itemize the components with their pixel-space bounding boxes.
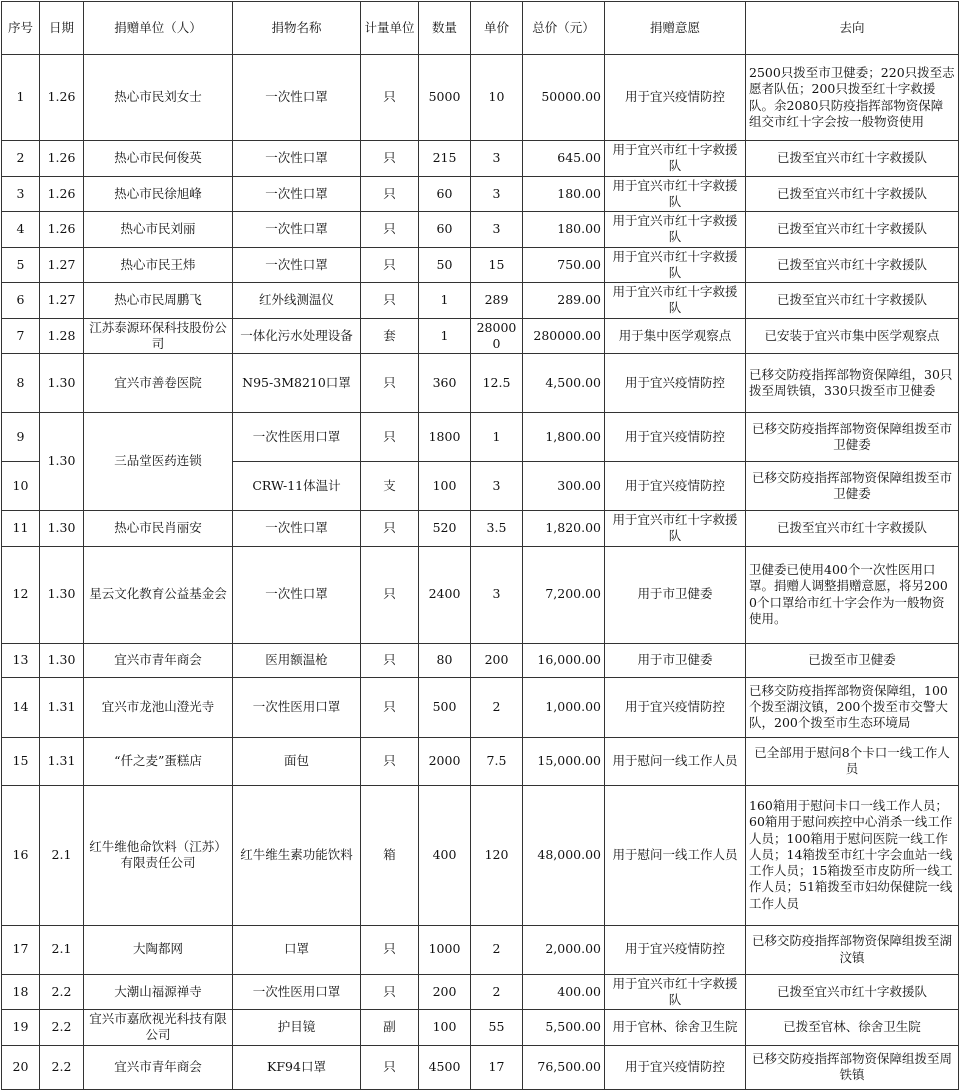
header-unit: 计量单位 bbox=[361, 2, 419, 55]
header-row bbox=[2, 2, 959, 55]
cell-price: 3.5 bbox=[471, 511, 523, 547]
cell-total: 5,500.00 bbox=[523, 1010, 605, 1046]
table-row bbox=[2, 546, 959, 643]
cell-unit: 只 bbox=[361, 176, 419, 212]
cell-dest: 已全部用于慰问8个卡口一线工作人员 bbox=[746, 737, 959, 785]
cell-item: 护目镜 bbox=[233, 1010, 361, 1046]
cell-qty: 1000 bbox=[419, 925, 471, 974]
cell-seq: 17 bbox=[2, 925, 40, 974]
cell-date: 1.27 bbox=[40, 247, 84, 283]
cell-intent: 用于宜兴疫情防控 bbox=[605, 677, 746, 737]
cell-donor: 热心市民何俊英 bbox=[84, 141, 233, 177]
cell-seq: 20 bbox=[2, 1045, 40, 1089]
cell-total: 1,000.00 bbox=[523, 677, 605, 737]
cell-price: 3 bbox=[471, 462, 523, 511]
cell-total: 1,820.00 bbox=[523, 511, 605, 547]
cell-unit: 箱 bbox=[361, 785, 419, 925]
cell-seq: 12 bbox=[2, 546, 40, 643]
cell-total: 750.00 bbox=[523, 247, 605, 283]
cell-seq: 11 bbox=[2, 511, 40, 547]
cell-seq: 6 bbox=[2, 283, 40, 319]
cell-seq: 7 bbox=[2, 318, 40, 354]
header-price: 单价 bbox=[471, 2, 523, 55]
cell-qty: 50 bbox=[419, 247, 471, 283]
header-donor: 捐赠单位（人） bbox=[84, 2, 233, 55]
cell-donor: 三品堂医药连锁 bbox=[84, 413, 233, 511]
cell-seq: 4 bbox=[2, 212, 40, 248]
cell-seq: 8 bbox=[2, 354, 40, 413]
cell-unit: 只 bbox=[361, 283, 419, 319]
cell-price: 3 bbox=[471, 546, 523, 643]
cell-total: 289.00 bbox=[523, 283, 605, 319]
cell-dest: 卫健委已使用400个一次性医用口罩。捐赠人调整捐赠意愿，将另2000个口罩给市红十字会作为一般物资使用。 bbox=[746, 546, 959, 643]
table-row bbox=[2, 141, 959, 177]
cell-date: 1.26 bbox=[40, 55, 84, 141]
cell-qty: 60 bbox=[419, 176, 471, 212]
cell-total: 1,800.00 bbox=[523, 413, 605, 462]
cell-intent: 用于慰问一线工作人员 bbox=[605, 785, 746, 925]
cell-item: N95-3M8210口罩 bbox=[233, 354, 361, 413]
cell-date: 1.31 bbox=[40, 677, 84, 737]
header-intent: 捐赠意愿 bbox=[605, 2, 746, 55]
cell-dest: 已拨至宜兴市红十字救援队 bbox=[746, 974, 959, 1010]
cell-dest: 2500只拨至市卫健委；220只拨至志愿者队伍；200只拨至红十字救援队。余2080只防疫指挥部物资保障组交市红十字会按一般物资使用 bbox=[746, 55, 959, 141]
cell-date: 2.2 bbox=[40, 1010, 84, 1046]
cell-item: 一体化污水处理设备 bbox=[233, 318, 361, 354]
cell-donor: 热心市民刘女士 bbox=[84, 55, 233, 141]
cell-item: 红外线测温仪 bbox=[233, 283, 361, 319]
cell-donor: 宜兴市龙池山澄光寺 bbox=[84, 677, 233, 737]
cell-item: 一次性医用口罩 bbox=[233, 677, 361, 737]
cell-date: 1.27 bbox=[40, 283, 84, 319]
cell-total: 48,000.00 bbox=[523, 785, 605, 925]
cell-date: 2.2 bbox=[40, 974, 84, 1010]
cell-item: 一次性口罩 bbox=[233, 55, 361, 141]
cell-dest: 已拨至市卫健委 bbox=[746, 643, 959, 677]
cell-intent: 用于集中医学观察点 bbox=[605, 318, 746, 354]
cell-dest: 已移交防疫指挥部物资保障组拨至市卫健委 bbox=[746, 462, 959, 511]
cell-price: 15 bbox=[471, 247, 523, 283]
cell-total: 2,000.00 bbox=[523, 925, 605, 974]
cell-dest: 已移交防疫指挥部物资保障组拨至湖汶镇 bbox=[746, 925, 959, 974]
cell-date: 1.30 bbox=[40, 413, 84, 511]
cell-dest: 已拨至宜兴市红十字救援队 bbox=[746, 176, 959, 212]
cell-donor: 热心市民肖丽安 bbox=[84, 511, 233, 547]
cell-dest: 已拨至宜兴市红十字救援队 bbox=[746, 283, 959, 319]
table-row bbox=[2, 974, 959, 1010]
cell-qty: 5000 bbox=[419, 55, 471, 141]
cell-seq: 19 bbox=[2, 1010, 40, 1046]
cell-dest: 160箱用于慰问卡口一线工作人员；60箱用于慰问疾控中心消杀一线工作人员；100箱用于慰问医院一线工作人员；14箱拨至市红十字会血站一线工作人员；15箱拨至市皮防所一线工作人员；51箱拨至市妇幼保健院一线工作人员 bbox=[746, 785, 959, 925]
cell-dest: 已拨至宜兴市红十字救援队 bbox=[746, 247, 959, 283]
cell-qty: 215 bbox=[419, 141, 471, 177]
cell-item: 一次性医用口罩 bbox=[233, 974, 361, 1010]
cell-unit: 只 bbox=[361, 1045, 419, 1089]
cell-item: 红牛维生素功能饮料 bbox=[233, 785, 361, 925]
cell-intent: 用于市卫健委 bbox=[605, 643, 746, 677]
cell-date: 2.1 bbox=[40, 925, 84, 974]
header-date: 日期 bbox=[40, 2, 84, 55]
cell-qty: 500 bbox=[419, 677, 471, 737]
cell-price: 2 bbox=[471, 925, 523, 974]
table-row bbox=[2, 677, 959, 737]
cell-intent: 用于宜兴市红十字救援队 bbox=[605, 283, 746, 319]
cell-donor: 宜兴市嘉欣视光科技有限公司 bbox=[84, 1010, 233, 1046]
header-seq: 序号 bbox=[2, 2, 40, 55]
cell-unit: 只 bbox=[361, 511, 419, 547]
cell-intent: 用于宜兴疫情防控 bbox=[605, 1045, 746, 1089]
cell-seq: 14 bbox=[2, 677, 40, 737]
cell-price: 2 bbox=[471, 974, 523, 1010]
cell-item: 一次性口罩 bbox=[233, 247, 361, 283]
cell-intent: 用于宜兴市红十字救援队 bbox=[605, 247, 746, 283]
cell-date: 2.1 bbox=[40, 785, 84, 925]
cell-donor: 红牛维他命饮料（江苏）有限责任公司 bbox=[84, 785, 233, 925]
cell-unit: 只 bbox=[361, 974, 419, 1010]
table-row bbox=[2, 925, 959, 974]
cell-price: 3 bbox=[471, 212, 523, 248]
cell-seq: 16 bbox=[2, 785, 40, 925]
cell-unit: 只 bbox=[361, 354, 419, 413]
table-row bbox=[2, 643, 959, 677]
cell-item: 口罩 bbox=[233, 925, 361, 974]
cell-item: 一次性口罩 bbox=[233, 511, 361, 547]
cell-intent: 用于慰问一线工作人员 bbox=[605, 737, 746, 785]
cell-seq: 15 bbox=[2, 737, 40, 785]
header-qty: 数量 bbox=[419, 2, 471, 55]
cell-qty: 2400 bbox=[419, 546, 471, 643]
cell-dest: 已移交防疫指挥部物资保障组，100个拨至湖汶镇，200个拨至市交警大队，200个拨至市生态环境局 bbox=[746, 677, 959, 737]
cell-price: 120 bbox=[471, 785, 523, 925]
cell-dest: 已移交防疫指挥部物资保障组，30只拨至周铁镇，330只拨至市卫健委 bbox=[746, 354, 959, 413]
cell-donor: 热心市民刘丽 bbox=[84, 212, 233, 248]
cell-intent: 用于宜兴市红十字救援队 bbox=[605, 974, 746, 1010]
cell-date: 1.30 bbox=[40, 643, 84, 677]
cell-qty: 360 bbox=[419, 354, 471, 413]
cell-unit: 只 bbox=[361, 737, 419, 785]
cell-price: 12.5 bbox=[471, 354, 523, 413]
cell-intent: 用于宜兴市红十字救援队 bbox=[605, 176, 746, 212]
cell-intent: 用于宜兴市红十字救援队 bbox=[605, 141, 746, 177]
cell-qty: 200 bbox=[419, 974, 471, 1010]
cell-seq: 3 bbox=[2, 176, 40, 212]
table-row bbox=[2, 212, 959, 248]
cell-unit: 只 bbox=[361, 925, 419, 974]
table-row bbox=[2, 511, 959, 547]
cell-intent: 用于宜兴疫情防控 bbox=[605, 354, 746, 413]
cell-seq: 9 bbox=[2, 413, 40, 462]
cell-price: 289 bbox=[471, 283, 523, 319]
donation-table bbox=[1, 1, 959, 1090]
cell-total: 7,200.00 bbox=[523, 546, 605, 643]
cell-intent: 用于市卫健委 bbox=[605, 546, 746, 643]
cell-price: 10 bbox=[471, 55, 523, 141]
cell-unit: 副 bbox=[361, 1010, 419, 1046]
cell-date: 1.26 bbox=[40, 212, 84, 248]
cell-intent: 用于宜兴疫情防控 bbox=[605, 413, 746, 462]
cell-item: 一次性口罩 bbox=[233, 212, 361, 248]
cell-item: 一次性口罩 bbox=[233, 176, 361, 212]
cell-item: 医用额温枪 bbox=[233, 643, 361, 677]
cell-qty: 100 bbox=[419, 1010, 471, 1046]
cell-date: 1.26 bbox=[40, 176, 84, 212]
cell-price: 17 bbox=[471, 1045, 523, 1089]
cell-item: KF94口罩 bbox=[233, 1045, 361, 1089]
cell-qty: 400 bbox=[419, 785, 471, 925]
cell-total: 4,500.00 bbox=[523, 354, 605, 413]
table-row bbox=[2, 55, 959, 141]
cell-donor: “仟之麦”蛋糕店 bbox=[84, 737, 233, 785]
cell-total: 400.00 bbox=[523, 974, 605, 1010]
cell-donor: 江苏泰源环保科技股份公司 bbox=[84, 318, 233, 354]
cell-date: 1.28 bbox=[40, 318, 84, 354]
cell-unit: 套 bbox=[361, 318, 419, 354]
cell-donor: 大潮山福源禅寺 bbox=[84, 974, 233, 1010]
cell-unit: 只 bbox=[361, 413, 419, 462]
table-row bbox=[2, 413, 959, 462]
cell-dest: 已拨至宜兴市红十字救援队 bbox=[746, 141, 959, 177]
cell-price: 2 bbox=[471, 677, 523, 737]
cell-price: 280000 bbox=[471, 318, 523, 354]
cell-seq: 18 bbox=[2, 974, 40, 1010]
cell-qty: 1 bbox=[419, 318, 471, 354]
cell-total: 180.00 bbox=[523, 176, 605, 212]
cell-seq: 13 bbox=[2, 643, 40, 677]
cell-date: 1.30 bbox=[40, 354, 84, 413]
cell-qty: 1800 bbox=[419, 413, 471, 462]
cell-dest: 已拨至官林、徐舍卫生院 bbox=[746, 1010, 959, 1046]
cell-qty: 60 bbox=[419, 212, 471, 248]
cell-total: 76,500.00 bbox=[523, 1045, 605, 1089]
table-row bbox=[2, 1010, 959, 1046]
cell-total: 180.00 bbox=[523, 212, 605, 248]
cell-unit: 只 bbox=[361, 247, 419, 283]
cell-total: 645.00 bbox=[523, 141, 605, 177]
cell-item: 一次性医用口罩 bbox=[233, 413, 361, 462]
table-row bbox=[2, 737, 959, 785]
cell-price: 200 bbox=[471, 643, 523, 677]
cell-total: 280000.00 bbox=[523, 318, 605, 354]
cell-seq: 10 bbox=[2, 462, 40, 511]
cell-unit: 只 bbox=[361, 643, 419, 677]
cell-unit: 只 bbox=[361, 55, 419, 141]
cell-dest: 已移交防疫指挥部物资保障组拨至周铁镇 bbox=[746, 1045, 959, 1089]
cell-price: 55 bbox=[471, 1010, 523, 1046]
cell-unit: 支 bbox=[361, 462, 419, 511]
table-row bbox=[2, 176, 959, 212]
cell-intent: 用于宜兴疫情防控 bbox=[605, 55, 746, 141]
cell-date: 1.30 bbox=[40, 546, 84, 643]
cell-price: 3 bbox=[471, 176, 523, 212]
cell-total: 50000.00 bbox=[523, 55, 605, 141]
cell-total: 16,000.00 bbox=[523, 643, 605, 677]
table-row bbox=[2, 283, 959, 319]
table-row bbox=[2, 247, 959, 283]
cell-unit: 只 bbox=[361, 677, 419, 737]
cell-price: 3 bbox=[471, 141, 523, 177]
cell-intent: 用于宜兴疫情防控 bbox=[605, 925, 746, 974]
cell-intent: 用于宜兴疫情防控 bbox=[605, 462, 746, 511]
cell-item: 一次性口罩 bbox=[233, 546, 361, 643]
cell-dest: 已拨至宜兴市红十字救援队 bbox=[746, 511, 959, 547]
cell-donor: 宜兴市青年商会 bbox=[84, 1045, 233, 1089]
cell-qty: 2000 bbox=[419, 737, 471, 785]
cell-unit: 只 bbox=[361, 212, 419, 248]
cell-seq: 2 bbox=[2, 141, 40, 177]
cell-qty: 100 bbox=[419, 462, 471, 511]
cell-intent: 用于宜兴市红十字救援队 bbox=[605, 511, 746, 547]
cell-item: 一次性口罩 bbox=[233, 141, 361, 177]
cell-price: 1 bbox=[471, 413, 523, 462]
cell-date: 1.30 bbox=[40, 511, 84, 547]
cell-price: 7.5 bbox=[471, 737, 523, 785]
cell-item: CRW-11体温计 bbox=[233, 462, 361, 511]
cell-unit: 只 bbox=[361, 546, 419, 643]
cell-donor: 热心市民周鹏飞 bbox=[84, 283, 233, 319]
header-dest: 去向 bbox=[746, 2, 959, 55]
cell-donor: 星云文化教育公益基金会 bbox=[84, 546, 233, 643]
cell-date: 1.31 bbox=[40, 737, 84, 785]
table-row bbox=[2, 318, 959, 354]
cell-donor: 热心市民徐旭峰 bbox=[84, 176, 233, 212]
table-row bbox=[2, 785, 959, 925]
cell-donor: 宜兴市善卷医院 bbox=[84, 354, 233, 413]
cell-intent: 用于官林、徐舍卫生院 bbox=[605, 1010, 746, 1046]
cell-seq: 5 bbox=[2, 247, 40, 283]
cell-qty: 520 bbox=[419, 511, 471, 547]
cell-donor: 热心市民王炜 bbox=[84, 247, 233, 283]
header-total: 总价（元） bbox=[523, 2, 605, 55]
table-row bbox=[2, 354, 959, 413]
cell-dest: 已移交防疫指挥部物资保障组拨至市卫健委 bbox=[746, 413, 959, 462]
table-row bbox=[2, 1045, 959, 1089]
cell-qty: 1 bbox=[419, 283, 471, 319]
cell-intent: 用于宜兴市红十字救援队 bbox=[605, 212, 746, 248]
cell-total: 15,000.00 bbox=[523, 737, 605, 785]
cell-donor: 大陶都网 bbox=[84, 925, 233, 974]
cell-total: 300.00 bbox=[523, 462, 605, 511]
cell-qty: 80 bbox=[419, 643, 471, 677]
header-item: 捐物名称 bbox=[233, 2, 361, 55]
cell-dest: 已拨至宜兴市红十字救援队 bbox=[746, 212, 959, 248]
cell-dest: 已安装于宜兴市集中医学观察点 bbox=[746, 318, 959, 354]
cell-date: 2.2 bbox=[40, 1045, 84, 1089]
cell-qty: 4500 bbox=[419, 1045, 471, 1089]
cell-donor: 宜兴市青年商会 bbox=[84, 643, 233, 677]
cell-unit: 只 bbox=[361, 141, 419, 177]
cell-item: 面包 bbox=[233, 737, 361, 785]
cell-date: 1.26 bbox=[40, 141, 84, 177]
cell-seq: 1 bbox=[2, 55, 40, 141]
